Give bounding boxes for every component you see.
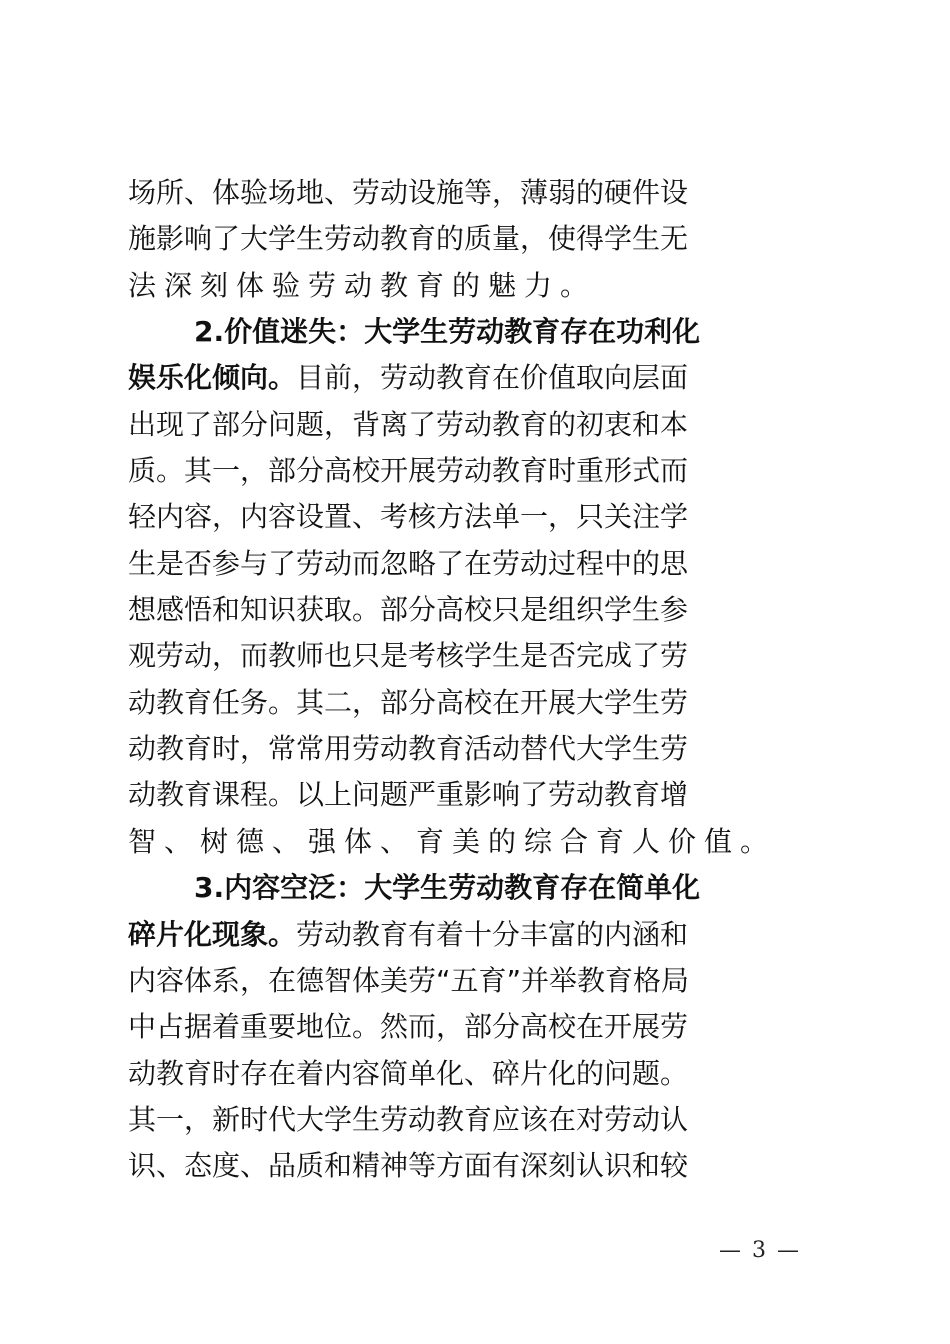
heading-text: 碎片化现象。 bbox=[128, 917, 297, 951]
text-line bbox=[128, 633, 822, 679]
document-body bbox=[128, 170, 822, 1190]
text-line bbox=[128, 448, 822, 494]
heading-text: 娱乐化倾向。 bbox=[128, 361, 297, 395]
heading-text: 2.价值迷失：大学生劳动教育存在功利化 bbox=[194, 315, 701, 349]
text-line bbox=[128, 587, 822, 633]
line-text: 智、树德、强体、育美的综合育人价值。 bbox=[128, 824, 777, 858]
line-text: 动教育时，常常用劳动教育活动替代大学生劳 bbox=[128, 732, 689, 766]
text-line bbox=[128, 402, 822, 448]
section-heading-2 bbox=[128, 309, 822, 355]
text-line bbox=[128, 494, 822, 540]
line-text: 内容体系，在德智体美劳“五育”并举教育格局 bbox=[128, 963, 690, 997]
text-line bbox=[128, 726, 822, 772]
line-text: 中占据着重要地位。然而，部分高校在开展劳 bbox=[128, 1010, 689, 1044]
line-text: 出现了部分问题，背离了劳动教育的初衷和本 bbox=[128, 407, 689, 441]
text-line bbox=[128, 958, 822, 1004]
line-text: 动教育时存在着内容简单化、碎片化的问题。 bbox=[128, 1056, 689, 1090]
line-text: 观劳动，而教师也只是考核学生是否完成了劳 bbox=[128, 639, 689, 673]
line-text: 动教育课程。以上问题严重影响了劳动教育增 bbox=[128, 778, 689, 812]
text-line bbox=[128, 819, 822, 865]
section-heading-3 bbox=[128, 865, 822, 911]
line-text: 目前，劳动教育在价值取向层面 bbox=[296, 361, 689, 395]
line-text: 生是否参与了劳动而忽略了在劳动过程中的思 bbox=[128, 546, 689, 580]
line-text: 轻内容，内容设置、考核方法单一，只关注学 bbox=[128, 500, 689, 534]
text-line bbox=[128, 1097, 822, 1143]
heading-text: 3.内容空泛：大学生劳动教育存在简单化 bbox=[194, 871, 701, 905]
text-line bbox=[128, 912, 822, 958]
text-line bbox=[128, 216, 822, 262]
text-line bbox=[128, 355, 822, 401]
line-text: 识、态度、品质和精神等方面有深刻认识和较 bbox=[128, 1149, 689, 1183]
text-line bbox=[128, 772, 822, 818]
line-text: 法深刻体验劳动教育的魅力。 bbox=[128, 268, 597, 302]
text-line bbox=[128, 541, 822, 587]
text-line bbox=[128, 1143, 822, 1189]
line-text: 想感悟和知识获取。部分高校只是组织学生参 bbox=[128, 593, 689, 627]
text-line bbox=[128, 263, 822, 309]
text-line bbox=[128, 170, 822, 216]
line-text: 动教育任务。其二，部分高校在开展大学生劳 bbox=[128, 685, 689, 719]
page-number: — 3 — bbox=[719, 1238, 801, 1263]
text-line bbox=[128, 680, 822, 726]
text-line bbox=[128, 1051, 822, 1097]
line-text: 其一，新时代大学生劳动教育应该在对劳动认 bbox=[128, 1102, 689, 1136]
line-text: 质。其一，部分高校开展劳动教育时重形式而 bbox=[128, 454, 689, 488]
line-text: 劳动教育有着十分丰富的内涵和 bbox=[296, 917, 689, 951]
line-text: 场所、体验场地、劳动设施等，薄弱的硬件设 bbox=[128, 176, 689, 209]
line-text: 施影响了大学生劳动教育的质量，使得学生无 bbox=[128, 222, 689, 256]
text-line bbox=[128, 1004, 822, 1050]
